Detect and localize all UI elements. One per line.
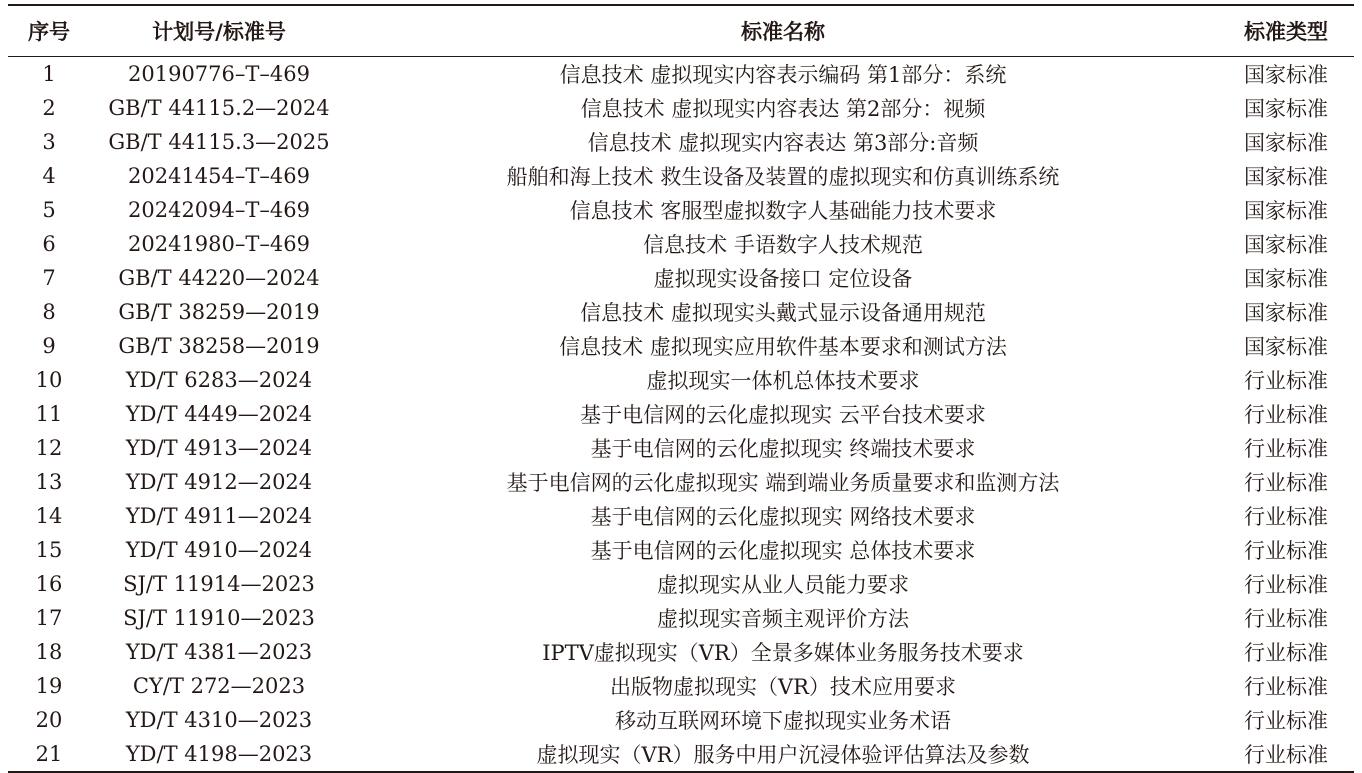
- cell-type: 国家标准: [1244, 267, 1328, 291]
- header-type: 标准类型: [1244, 20, 1328, 44]
- cell-index: 4: [42, 164, 56, 188]
- cell-code: YD/T 4310—2023: [125, 708, 313, 732]
- table-row: [8, 159, 1354, 193]
- table-row: [8, 431, 1354, 465]
- standards-table: [8, 4, 1354, 773]
- table-row: [8, 57, 1354, 92]
- cell-code: YD/T 4912—2024: [125, 470, 313, 494]
- cell-code: YD/T 4913—2024: [125, 436, 313, 460]
- cell-name: 信息技术 虚拟现实应用软件基本要求和测试方法: [559, 335, 1007, 359]
- table-header: [8, 5, 1354, 57]
- cell-type: 国家标准: [1244, 165, 1328, 189]
- cell-index: 5: [42, 198, 56, 222]
- table-row: [8, 261, 1354, 295]
- standards-table-container: [8, 4, 1354, 773]
- table-row: [8, 363, 1354, 397]
- table-row: [8, 567, 1354, 601]
- cell-code: 20241454–T–469: [128, 164, 310, 188]
- cell-type: 国家标准: [1244, 199, 1328, 223]
- cell-name: 信息技术 虚拟现实内容表示编码 第1部分：系统: [559, 63, 1007, 87]
- cell-code: SJ/T 11914—2023: [123, 572, 315, 596]
- table-row: [8, 703, 1354, 737]
- cell-index: 16: [35, 572, 63, 596]
- cell-code: GB/T 38259—2019: [118, 300, 320, 324]
- table-body: [8, 57, 1354, 773]
- cell-code: YD/T 4449—2024: [125, 402, 313, 426]
- cell-name: 信息技术 手语数字人技术规范: [643, 233, 923, 257]
- cell-code: YD/T 4381—2023: [125, 640, 313, 664]
- table-row: [8, 295, 1354, 329]
- cell-index: 17: [35, 606, 63, 630]
- cell-name: 虚拟现实音频主观评价方法: [657, 607, 909, 631]
- cell-index: 11: [35, 402, 63, 426]
- header-index: 序号: [28, 20, 70, 44]
- table-row: [8, 533, 1354, 567]
- cell-name: 基于电信网的云化虚拟现实 网络技术要求: [590, 505, 976, 529]
- cell-index: 1: [42, 62, 56, 86]
- cell-type: 国家标准: [1244, 97, 1328, 121]
- cell-type: 行业标准: [1244, 369, 1328, 393]
- cell-code: SJ/T 11910—2023: [123, 606, 315, 630]
- cell-index: 13: [35, 470, 63, 494]
- cell-index: 7: [42, 266, 56, 290]
- cell-type: 行业标准: [1244, 403, 1328, 427]
- cell-name: 船舶和海上技术 救生设备及装置的虚拟现实和仿真训练系统: [506, 165, 1060, 189]
- cell-index: 6: [42, 232, 56, 256]
- header-name: 标准名称: [741, 20, 825, 44]
- cell-name: 基于电信网的云化虚拟现实 总体技术要求: [590, 539, 976, 563]
- table-row: [8, 669, 1354, 703]
- cell-code: 20190776–T–469: [128, 62, 310, 86]
- cell-index: 2: [42, 96, 56, 120]
- cell-type: 国家标准: [1244, 131, 1328, 155]
- table-row: [8, 397, 1354, 431]
- table-row: [8, 737, 1354, 772]
- cell-type: 国家标准: [1244, 233, 1328, 257]
- table-row: [8, 465, 1354, 499]
- header-code: 计划号/标准号: [152, 20, 286, 44]
- cell-index: 14: [35, 504, 63, 528]
- table-row: [8, 329, 1354, 363]
- cell-type: 行业标准: [1244, 709, 1328, 733]
- cell-type: 行业标准: [1244, 607, 1328, 631]
- cell-index: 15: [35, 538, 63, 562]
- cell-index: 21: [35, 742, 63, 766]
- cell-name: 信息技术 虚拟现实头戴式显示设备通用规范: [580, 301, 986, 325]
- cell-index: 10: [35, 368, 63, 392]
- cell-type: 行业标准: [1244, 437, 1328, 461]
- cell-name: 虚拟现实设备接口 定位设备: [653, 267, 913, 291]
- cell-code: 20242094–T–469: [128, 198, 310, 222]
- cell-type: 国家标准: [1244, 301, 1328, 325]
- table-row: [8, 601, 1354, 635]
- cell-name: 基于电信网的云化虚拟现实 端到端业务质量要求和监测方法: [506, 471, 1060, 495]
- cell-name: IPTV虚拟现实（VR）全景多媒体业务服务技术要求: [542, 641, 1024, 665]
- cell-type: 行业标准: [1244, 641, 1328, 665]
- table-row: [8, 227, 1354, 261]
- cell-name: 信息技术 客服型虚拟数字人基础能力技术要求: [569, 199, 997, 223]
- cell-type: 行业标准: [1244, 539, 1328, 563]
- cell-type: 行业标准: [1244, 573, 1328, 597]
- table-row: [8, 193, 1354, 227]
- cell-name: 信息技术 虚拟现实内容表达 第3部分:音频: [587, 131, 979, 155]
- cell-index: 20: [35, 708, 63, 732]
- cell-name: 虚拟现实一体机总体技术要求: [646, 369, 920, 393]
- cell-name: 基于电信网的云化虚拟现实 云平台技术要求: [580, 403, 986, 427]
- cell-code: GB/T 38258—2019: [118, 334, 320, 358]
- cell-name: 出版物虚拟现实（VR）技术应用要求: [610, 675, 956, 699]
- cell-code: 20241980–T–469: [128, 232, 310, 256]
- table-row: [8, 91, 1354, 125]
- cell-index: 19: [35, 674, 63, 698]
- table-row: [8, 635, 1354, 669]
- cell-name: 虚拟现实从业人员能力要求: [657, 573, 909, 597]
- cell-index: 18: [35, 640, 63, 664]
- cell-index: 12: [35, 436, 63, 460]
- cell-code: CY/T 272—2023: [132, 674, 306, 698]
- cell-type: 行业标准: [1244, 743, 1328, 767]
- cell-type: 国家标准: [1244, 63, 1328, 87]
- cell-code: YD/T 4910—2024: [125, 538, 313, 562]
- cell-name: 虚拟现实（VR）服务中用户沉浸体验评估算法及参数: [536, 743, 1030, 767]
- cell-code: YD/T 6283—2024: [125, 368, 313, 392]
- cell-type: 国家标准: [1244, 335, 1328, 359]
- cell-code: GB/T 44115.3—2025: [108, 130, 330, 154]
- cell-code: YD/T 4911—2024: [125, 504, 313, 528]
- cell-name: 基于电信网的云化虚拟现实 终端技术要求: [590, 437, 976, 461]
- table-row: [8, 125, 1354, 159]
- header-row: [8, 5, 1354, 57]
- cell-index: 3: [42, 130, 56, 154]
- cell-type: 行业标准: [1244, 471, 1328, 495]
- cell-index: 9: [42, 334, 56, 358]
- cell-code: YD/T 4198—2023: [125, 742, 313, 766]
- cell-code: GB/T 44115.2—2024: [108, 96, 330, 120]
- cell-name: 移动互联网环境下虚拟现实业务术语: [615, 709, 951, 733]
- cell-code: GB/T 44220—2024: [118, 266, 320, 290]
- cell-type: 行业标准: [1244, 505, 1328, 529]
- cell-index: 8: [42, 300, 56, 324]
- cell-type: 行业标准: [1244, 675, 1328, 699]
- cell-name: 信息技术 虚拟现实内容表达 第2部分：视频: [580, 97, 986, 121]
- table-row: [8, 499, 1354, 533]
